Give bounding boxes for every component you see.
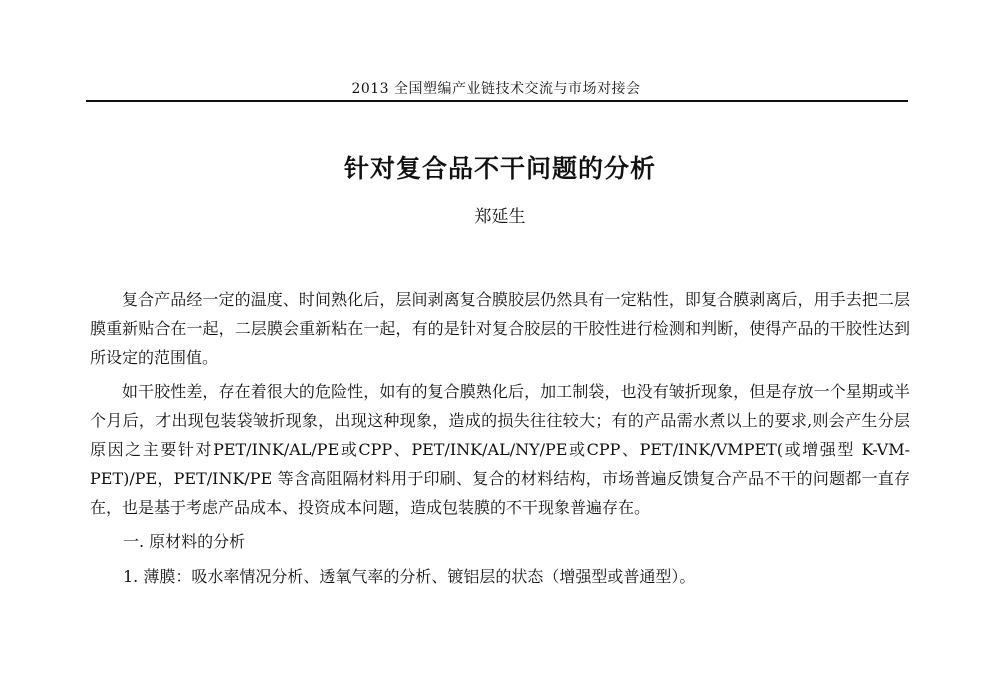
- cut-off-next-line: [795, 685, 905, 695]
- running-header: 2013 全国塑编产业链技术交流与市场对接会: [351, 81, 641, 97]
- article-title: 针对复合品不干问题的分析: [343, 154, 656, 183]
- paragraph-2: 如干胶性差，存在着很大的危险性，如有的复合膜熟化后，加工制袋，也没有皱折现象，但是存放一个星期或半个月后，才出现包装袋皱折现象，出现这种现象，造成的损失往往较大；有的产品需水煮以上的要求,则会产生分层原因之主要针对PET/INK/AL/PE或CPP、PET/INK/AL/NY/PE或CPP、PET/INK/VMPET(或增强型 K-VM-PET)/PE，PET/INK/PE 等含高阻隔材料用于印刷、复合的材料结构，市场普遍反馈复合产品不干的问题都一直存在，也是基于考虑产品成本、投资成本问题，造成包装膜的不干现象普遍存在。: [90, 382, 910, 517]
- article-author: 郑延生: [474, 207, 526, 227]
- subsection-heading: 1. 薄膜：吸水率情况分析、透氧气率的分析、镀铝层的状态（增强型或普通型）。: [123, 567, 696, 586]
- section-heading: 一. 原材料的分析: [123, 532, 246, 551]
- header-rule: [86, 100, 908, 102]
- paragraph-1: 复合产品经一定的温度、时间熟化后，层间剥离复合膜胶层仍然具有一定粘性，即复合膜剥离后，用手去把二层膜重新贴合在一起，二层膜会重新粘在一起，有的是针对复合胶层的干胶性进行检测和判断，使得产品的干胶性达到所设定的范围值。: [90, 290, 910, 367]
- article-body: [90, 285, 910, 597]
